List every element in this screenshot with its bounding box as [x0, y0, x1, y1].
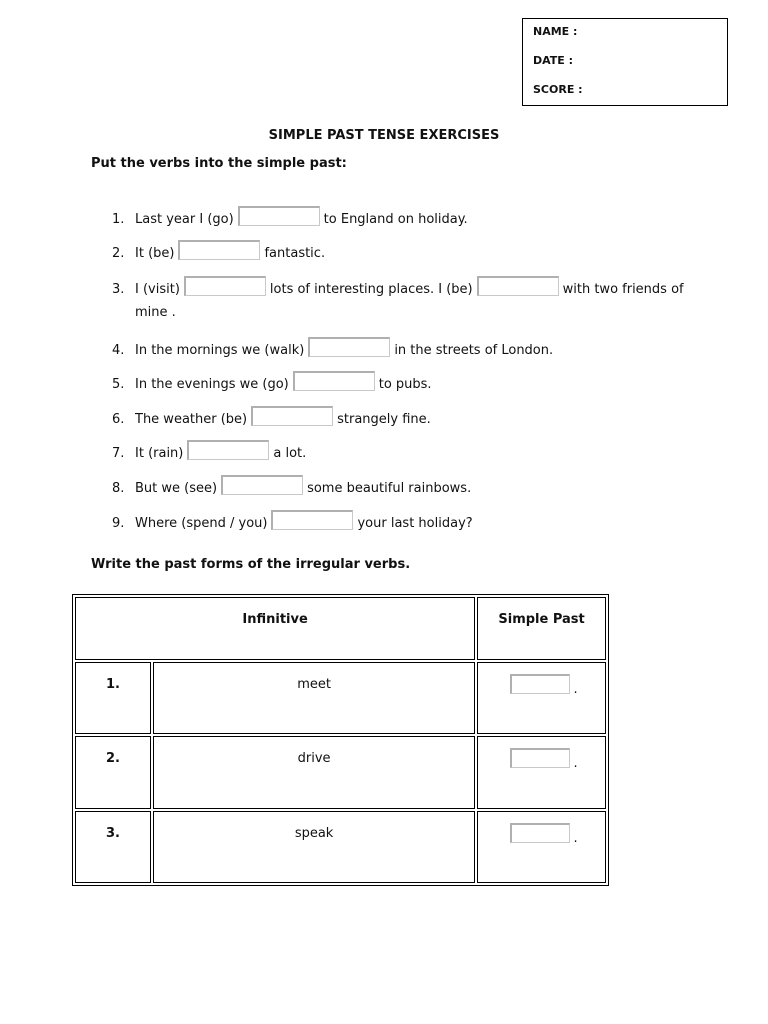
question-1: [112, 209, 712, 229]
table-row: [75, 662, 606, 734]
simple-past-cell: [477, 662, 606, 734]
question-number: 5.: [112, 377, 125, 392]
infinitive-cell: meet: [153, 662, 475, 734]
question-7: [112, 443, 712, 463]
trailing-dot: .: [573, 830, 578, 846]
question-text: Last year I (go): [135, 212, 234, 227]
table-header-row: [75, 597, 606, 660]
irregular-verbs-table: [72, 594, 609, 886]
answer-input[interactable]: [178, 240, 260, 260]
simple-past-header: Simple Past: [477, 597, 606, 660]
answer-input[interactable]: [184, 276, 266, 296]
question-4: [112, 340, 712, 360]
question-text: I (visit): [135, 282, 180, 297]
answer-input[interactable]: [271, 510, 353, 530]
page-title: SIMPLE PAST TENSE EXERCISES: [268, 128, 500, 143]
answer-input[interactable]: [221, 475, 303, 495]
date-label: DATE :: [533, 54, 574, 67]
infinitive-header: Infinitive: [75, 597, 475, 660]
question-text: In the mornings we (walk): [135, 343, 305, 358]
question-number: 7.: [112, 446, 125, 461]
section1-instruction: Put the verbs into the simple past:: [91, 156, 347, 171]
question-text: Where (spend / you): [135, 516, 268, 531]
question-9: [112, 513, 712, 533]
question-5: [112, 374, 712, 394]
row-number: 2.: [75, 736, 151, 808]
score-label: SCORE :: [533, 83, 583, 96]
answer-input[interactable]: [187, 440, 269, 460]
trailing-dot: .: [573, 756, 578, 772]
question-text: lots of interesting places. I (be): [269, 282, 473, 297]
answer-input[interactable]: [238, 206, 320, 226]
simple-past-cell: [477, 736, 606, 808]
question-text: strangely fine.: [337, 412, 431, 427]
question-number: 9.: [112, 516, 125, 531]
question-text: But we (see): [135, 481, 218, 496]
question-number: 2.: [112, 246, 125, 261]
question-text: a lot.: [273, 446, 307, 461]
question-6: [112, 409, 712, 429]
infinitive-cell: drive: [153, 736, 475, 808]
infinitive-cell: speak: [153, 811, 475, 883]
answer-input[interactable]: [510, 748, 570, 768]
name-label: NAME :: [533, 25, 578, 38]
question-text: to pubs.: [378, 377, 432, 392]
row-number: 1.: [75, 662, 151, 734]
trailing-dot: .: [573, 682, 578, 698]
answer-input[interactable]: [251, 406, 333, 426]
question-number: 3.: [112, 282, 125, 297]
simple-past-cell: [477, 811, 606, 883]
question-2: [112, 243, 712, 263]
question-text: The weather (be): [135, 412, 248, 427]
answer-input[interactable]: [293, 371, 375, 391]
question-text: It (rain): [135, 446, 184, 461]
question-8: [112, 478, 712, 498]
question-text: in the streets of London.: [394, 343, 554, 358]
question-3-continuation: mine .: [135, 305, 176, 320]
answer-input[interactable]: [477, 276, 559, 296]
question-text: some beautiful rainbows.: [307, 481, 472, 496]
question-number: 6.: [112, 412, 125, 427]
table-row: [75, 736, 606, 808]
question-number: 1.: [112, 212, 125, 227]
answer-input[interactable]: [308, 337, 390, 357]
question-text: fantastic.: [264, 246, 326, 261]
question-3: [112, 279, 712, 299]
row-number: 3.: [75, 811, 151, 883]
question-number: 8.: [112, 481, 125, 496]
section2-instruction: Write the past forms of the irregular verbs.: [91, 557, 411, 572]
answer-input[interactable]: [510, 674, 570, 694]
question-text: your last holiday?: [357, 516, 473, 531]
question-number: 4.: [112, 343, 125, 358]
question-text: to England on holiday.: [323, 212, 468, 227]
student-info-box: [522, 18, 728, 106]
question-text: It (be): [135, 246, 175, 261]
answer-input[interactable]: [510, 823, 570, 843]
table-row: [75, 811, 606, 883]
question-text: In the evenings we (go): [135, 377, 289, 392]
question-text: with two friends of: [562, 282, 684, 297]
